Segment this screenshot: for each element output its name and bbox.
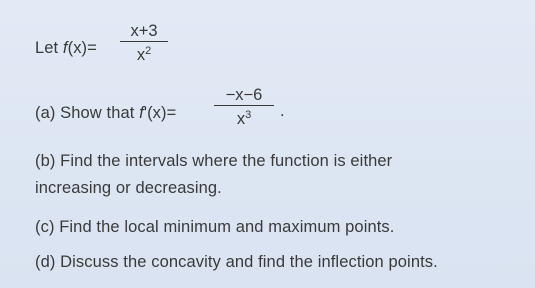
part-a-prime-args: '(x)= — [143, 104, 177, 122]
part-b-line-2: increasing or decreasing. — [35, 179, 222, 197]
part-b-line-1: (b) Find the intervals where the function is either — [35, 152, 393, 170]
part-a-fraction — [214, 86, 274, 129]
definition-numerator: x+3 — [130, 22, 158, 40]
part-d-line: (d) Discuss the concavity and find the inflection points. — [35, 253, 438, 271]
part-a-function-name: f — [139, 104, 144, 122]
part-a-period: . — [280, 102, 285, 120]
part-a-line — [35, 104, 176, 123]
definition-fraction — [120, 22, 168, 65]
part-a-numerator: −x−6 — [225, 86, 263, 104]
definition-args: (x)= — [67, 39, 97, 57]
definition-denominator: $x^2$ — [136, 45, 152, 64]
definition-function-name: f — [62, 39, 68, 57]
definition-lead: Let — [35, 39, 63, 57]
part-a-denominator: $x^3$ — [236, 109, 252, 128]
part-c-line: (c) Find the local minimum and maximum points. — [35, 218, 395, 236]
part-a-label: (a) Show that — [35, 104, 140, 122]
definition-line — [35, 39, 97, 58]
